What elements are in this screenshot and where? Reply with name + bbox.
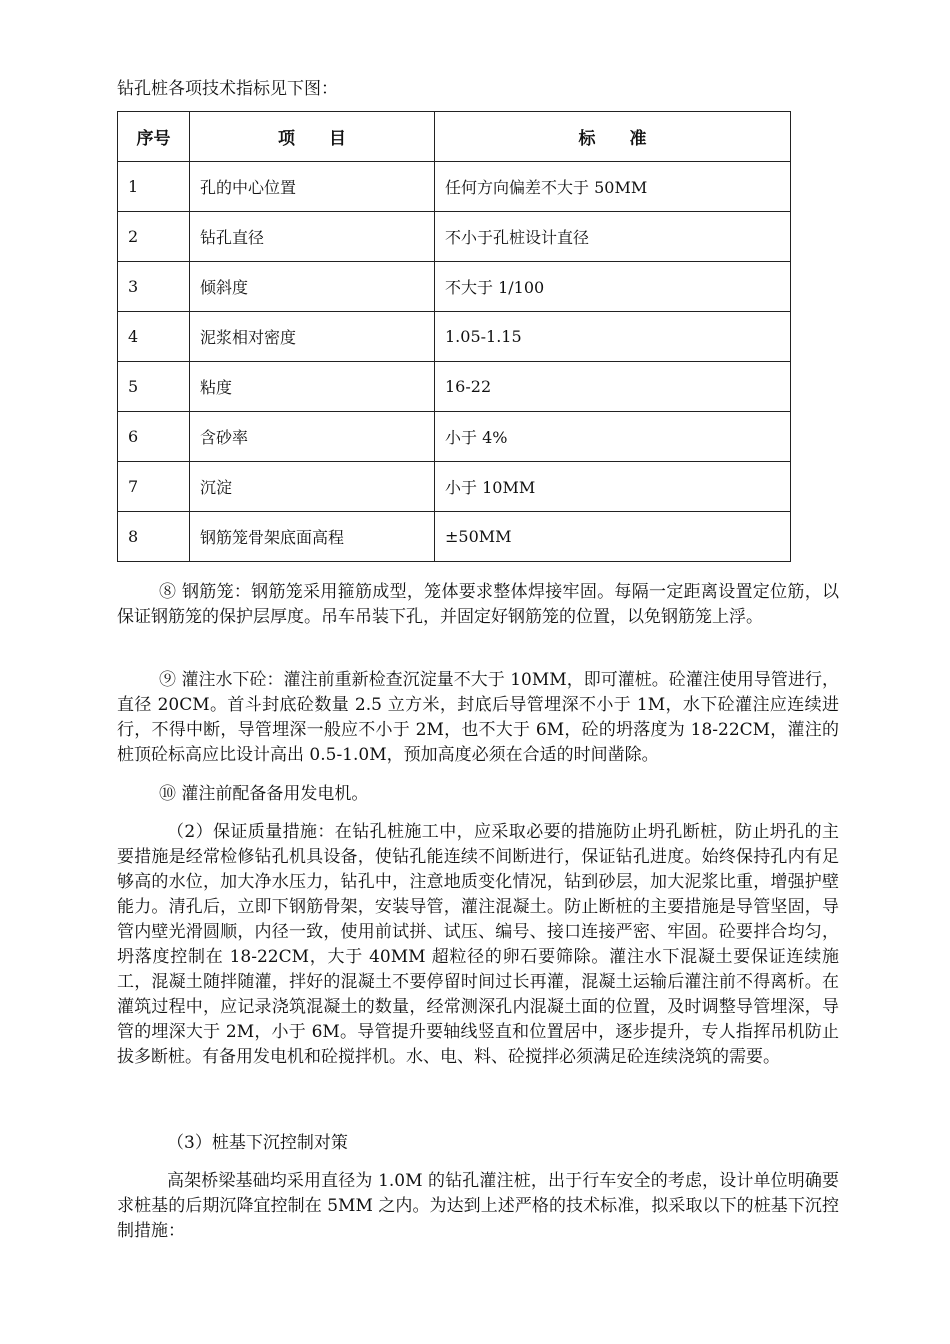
cell-no: 2 (118, 212, 190, 262)
table-row (118, 162, 791, 212)
cell-item: 钻孔直径 (190, 212, 435, 262)
cell-no: 1 (118, 162, 190, 212)
cell-no: 7 (118, 462, 190, 512)
spec-table (117, 111, 791, 562)
paragraph-settlement: 高架桥梁基础均采用直径为 1.0M 的钻孔灌注桩，出于行车安全的考虑，设计单位明确要求桩基的后期沉降宜控制在 5MM 之内。为达到上述严格的技术标准，拟采取以下的桩基下沉控制措施： (117, 1171, 839, 1241)
cell-standard: 1.05-1.15 (435, 312, 791, 362)
cell-item: 孔的中心位置 (190, 162, 435, 212)
section-heading-settlement: （3）桩基下沉控制对策 (167, 1133, 348, 1153)
table-row (118, 512, 791, 562)
table-row (118, 212, 791, 262)
table-row (118, 262, 791, 312)
cell-standard: 小于 4% (435, 412, 791, 462)
table-row (118, 362, 791, 412)
paragraph-generator: ⑩ 灌注前配备备用发电机。 (159, 784, 369, 804)
paragraph-quality-measures: （2）保证质量措施：在钻孔桩施工中，应采取必要的措施防止坍孔断桩，防止坍孔的主要措施是经常检修钻孔机具设备，使钻孔能连续不间断进行，保证钻孔进度。始终保持孔内有足够高的水位，加大净水压力，钻孔中，注意地质变化情况，钻到砂层，加大泥浆比重，增强护壁能力。清孔后，立即下钢筋骨架，安装导管，灌注混凝土。防止断桩的主要措施是导管坚固，导管内壁光滑圆顺，内径一致，使用前试拼、试压、编号、接口连接严密、牢固。砼要拌合均匀，坍落度控制在 18-22CM，大于 40MM 超粒径的卵石要筛除。灌注水下混凝土要保证连续施工，混凝土随拌随灌，拌好的混凝土不要停留时间过长再灌，混凝土运输后灌注前不得离析。在灌筑过程中，应记录浇筑混凝土的数量，经常测深孔内混凝土面的位置，及时调整导管埋深，导管的埋深大于 2M，小于 6M。导管提升要轴线竖直和位置居中，逐步提升，专人指挥吊机防止拔多断桩。有备用发电机和砼搅拌机。水、电、料、砼搅拌必须满足砼连续浇筑的需要。 (117, 822, 839, 1067)
table-intro: 钻孔桩各项技术指标见下图： (117, 79, 338, 99)
cell-no: 8 (118, 512, 190, 562)
header-no: 序号 (118, 112, 190, 162)
header-item: 项 目 (190, 112, 435, 162)
table-row (118, 462, 791, 512)
cell-no: 6 (118, 412, 190, 462)
paragraph-underwater-concrete: ⑨ 灌注水下砼：灌注前重新检查沉淀量不大于 10MM，即可灌桩。砼灌注使用导管进行，直径 20CM。首斗封底砼数量 2.5 立方米，封底后导管埋深不小于 1M，水下砼灌注应连续进行，不得中断，导管埋深一般应不小于 2M，也不大于 6M，砼的坍落度为 18-22CM，灌注的桩顶砼标高应比设计高出 0.5-1.0M，预加高度必须在合适的时间凿除。 (117, 670, 839, 765)
paragraph-rebar-cage: ⑧ 钢筋笼：钢筋笼采用箍筋成型，笼体要求整体焊接牢固。每隔一定距离设置定位筋，以保证钢筋笼的保护层厚度。吊车吊装下孔，并固定好钢筋笼的位置，以免钢筋笼上浮。 (117, 582, 839, 627)
cell-item: 钢筋笼骨架底面高程 (190, 512, 435, 562)
cell-no: 3 (118, 262, 190, 312)
cell-item: 倾斜度 (190, 262, 435, 312)
cell-standard: 小于 10MM (435, 462, 791, 512)
table-header-row (118, 112, 791, 162)
cell-standard: 不大于 1/100 (435, 262, 791, 312)
table-row (118, 412, 791, 462)
cell-standard: ±50MM (435, 512, 791, 562)
header-standard: 标 准 (435, 112, 791, 162)
cell-no: 4 (118, 312, 190, 362)
cell-standard: 任何方向偏差不大于 50MM (435, 162, 791, 212)
table-row (118, 312, 791, 362)
cell-item: 含砂率 (190, 412, 435, 462)
cell-no: 5 (118, 362, 190, 412)
cell-item: 粘度 (190, 362, 435, 412)
cell-standard: 16-22 (435, 362, 791, 412)
cell-standard: 不小于孔桩设计直径 (435, 212, 791, 262)
cell-item: 沉淀 (190, 462, 435, 512)
cell-item: 泥浆相对密度 (190, 312, 435, 362)
